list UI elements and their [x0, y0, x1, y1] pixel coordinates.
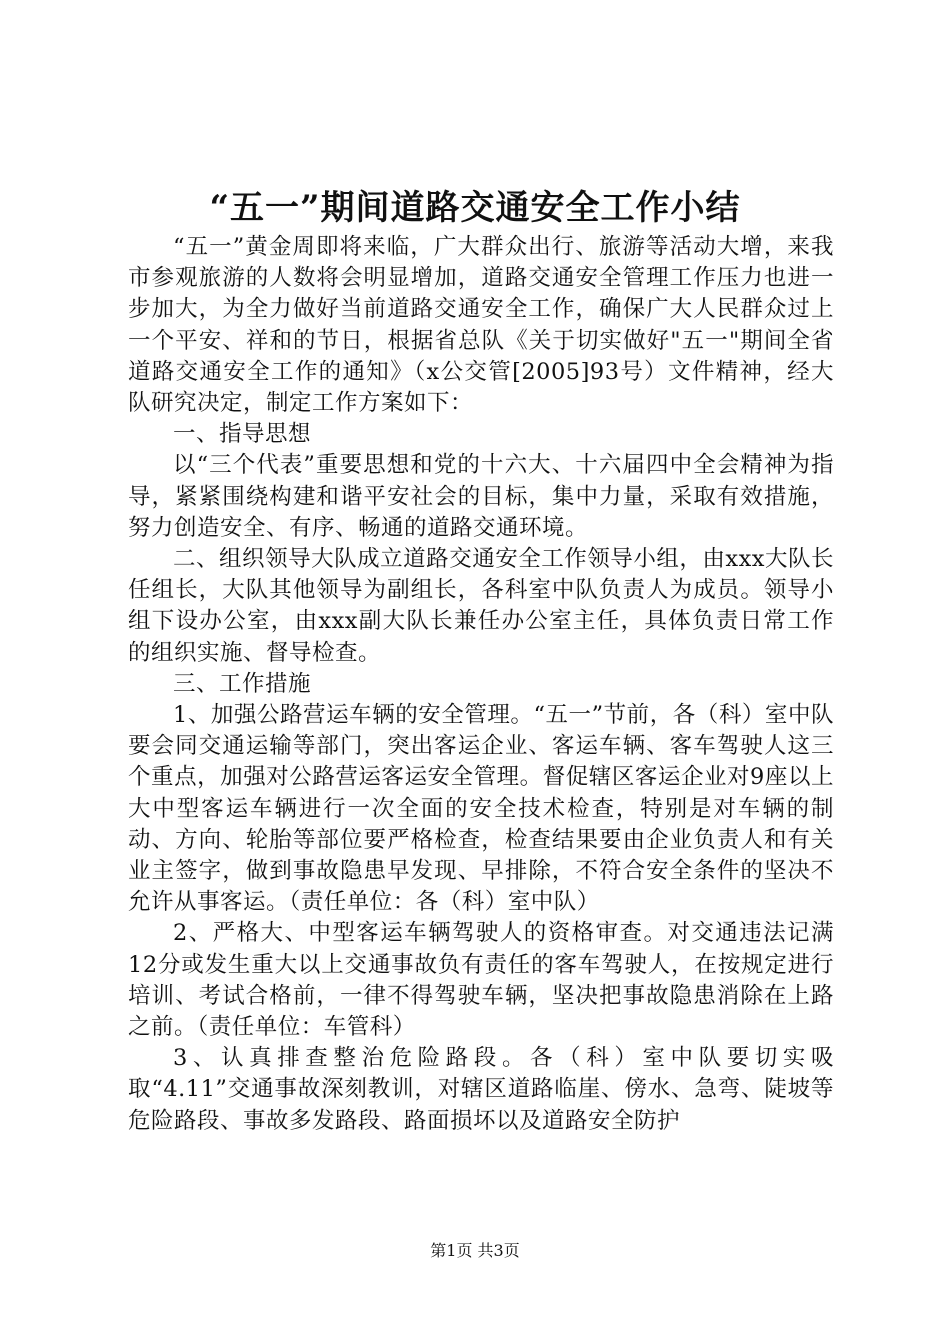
intro-paragraph: “五一”黄金周即将来临，广大群众出行、旅游等活动大增，来我市参观旅游的人数将会明显增加，道路交通安全管理工作压力也进一步加大，为全力做好当前道路交通安全工作，确保广大人民群众过上一个平安、祥和的节日，根据省总队《关于切实做好"五一"期间全省道路交通安全工作的通知》（x公交管[2005]93号）文件精神，经大队研究决定，制定工作方案如下：	[128, 234, 834, 417]
section-heading-work-measures: 三、工作措施	[173, 670, 312, 697]
measure-1-paragraph: 1、加强公路营运车辆的安全管理。“五一”节前，各（科）室中队要会同交通运输等部门，突出客运企业、客运车辆、客车驾驶人这三个重点，加强对公路营运客运安全管理。督促辖区客运企业对9座以上大中型客运车辆进行一次全面的安全技术检查，特别是对车辆的制动、方向、轮胎等部位要严格检查，检查结果要由企业负责人和有关业主签字，做到事故隐患早发现、早排除，不符合安全条件的坚决不允许从事客运。（责任单位：各（科）室中队）	[128, 702, 834, 916]
organization-paragraph: 二、组织领导大队成立道路交通安全工作领导小组，由xxx大队长任组长，大队其他领导为副组长，各科室中队负责人为成员。领导小组下设办公室，由xxx副大队长兼任办公室主任，具体负责日常工作的组织实施、督导检查。	[128, 546, 834, 666]
page-footer: 第1页 共3页	[430, 1241, 520, 1260]
document-body	[128, 232, 834, 1137]
section-heading-guiding-ideology: 一、指导思想	[173, 421, 312, 448]
guiding-ideology-paragraph: 以“三个代表”重要思想和党的十六大、十六届四中全会精神为指导，紧紧围绕构建和谐平安社会的目标，集中力量，采取有效措施，努力创造安全、有序、畅通的道路交通环境。	[128, 452, 834, 541]
document-title: “五一”期间道路交通安全工作小结	[209, 188, 741, 228]
measure-2-paragraph: 2、严格大、中型客运车辆驾驶人的资格审查。对交通违法记满12分或发生重大以上交通事故负有责任的客车驾驶人，在按规定进行培训、考试合格前，一律不得驾驶车辆，坚决把事故隐患消除在上路之前。（责任单位：车管科）	[128, 920, 834, 1041]
measure-3-paragraph: 3、认真排查整治危险路段。各（科）室中队要切实吸取“4.11”交通事故深刻教训，对辖区道路临崖、傍水、急弯、陡坡等危险路段、事故多发路段、路面损坏以及道路安全防护	[128, 1045, 834, 1134]
